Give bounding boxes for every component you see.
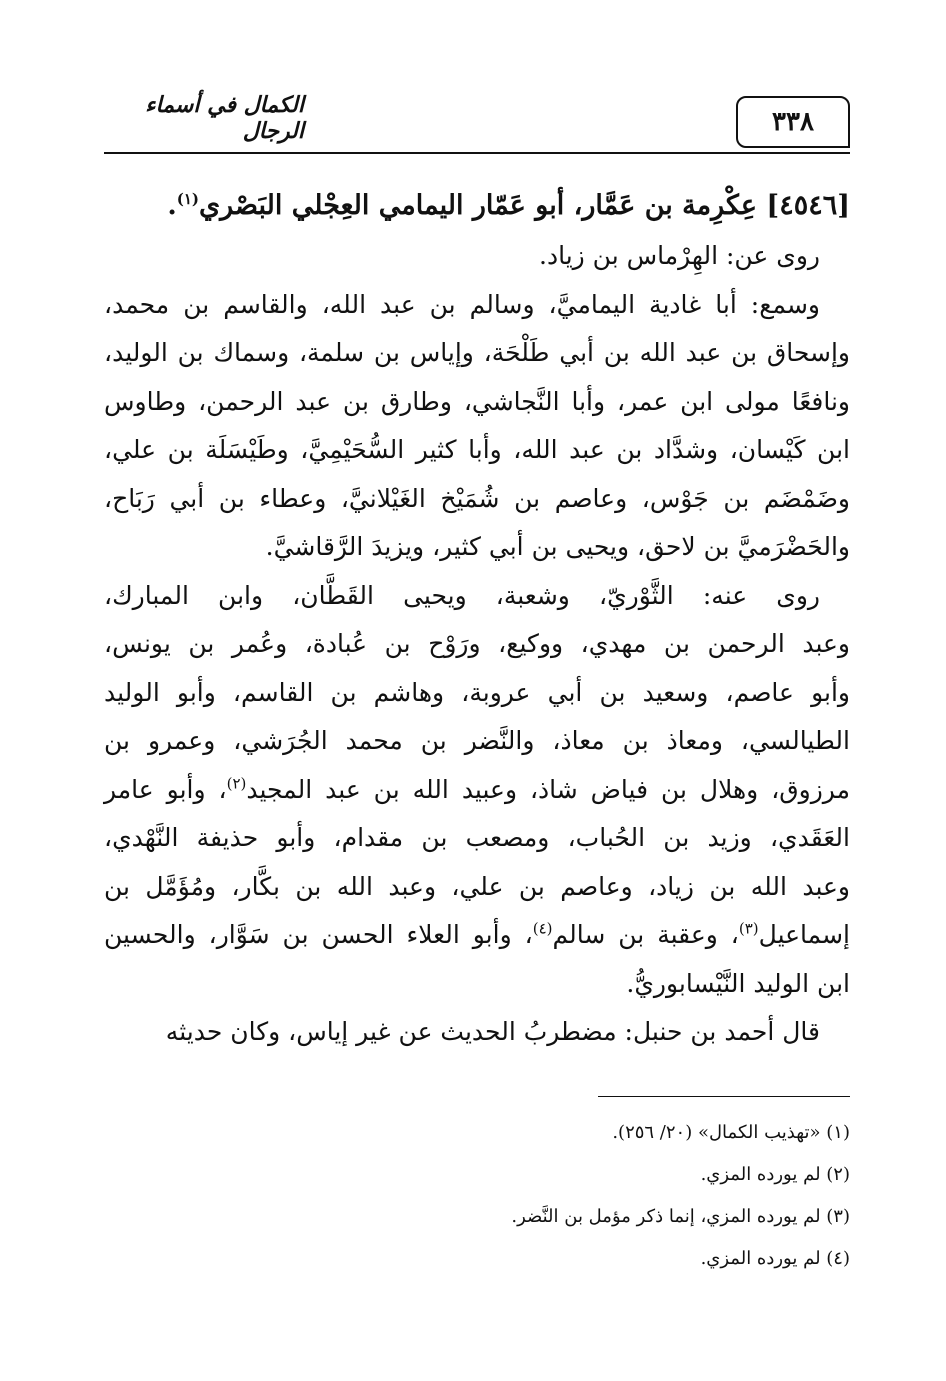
text-line: والحَضْرَميَّ بن لاحق، ويحيى بن أبي كثير، ويزيدَ الرَّقاشيَّ. xyxy=(265,532,850,561)
entry-title: [٤٥٤٦] عِكْرِمة بن عَمَّار، أبو عَمّار اليمامي العِجْلي البَصْري$^{(١)}$. xyxy=(167,190,850,221)
footnote: (٢) لم يورده المزي. xyxy=(700,1164,850,1185)
text-line: ابن الوليد النَّيْسابوريُّ. xyxy=(626,968,850,998)
text-line: وأبو عاصم، وسعيد بن أبي عروبة، وهاشم بن القاسم، وأبو الوليد xyxy=(104,677,850,707)
main-text xyxy=(104,180,850,1057)
footnote-rule xyxy=(598,1096,850,1097)
text-line: الطيالسي، ومعاذ بن معاذ، والنَّضر بن محمد الجُرَشي، وعمرو بن xyxy=(104,726,850,755)
footnote-ref-4: (٤) xyxy=(532,919,553,938)
text-line: ابن كَيْسان، وشدَّاد بن عبد الله، وأبا كثير السُّحَيْمِيَّ، وطَيْسَلَة بن علي، xyxy=(104,435,850,464)
footnote: (٤) لم يورده المزي. xyxy=(700,1248,850,1269)
text-line: إسماعيل$^{(٣)}$، وعقبة بن سالم$^{(٤)}$، وأبو العلاء الحسن بن سَوَّار، والحسين xyxy=(104,919,850,949)
footnote: (٣) لم يورده المزي، إنما ذكر مؤمل بن النَّضر. xyxy=(511,1206,850,1227)
running-title: الكمال في أسماء الرجال xyxy=(145,92,304,144)
footnote-ref-1: (١) xyxy=(176,190,200,208)
text-line: وعبد الرحمن بن مهدي، ووكيع، ورَوْح بن عُبادة، وعُمر بن يونس، xyxy=(104,629,850,658)
header-rule xyxy=(104,152,850,154)
footnote-ref-3: (٣) xyxy=(738,919,759,938)
footnote-ref-2: (٢) xyxy=(226,774,247,793)
text-line: ونافعًا مولى ابن عمر، وأبا النَّجاشي، وطارق بن عبد الرحمن، وطاوس xyxy=(104,386,850,416)
text-line: مرزوق، وهلال بن فياض شاذ، وعبيد الله بن عبد المجيد$^{(٢)}$، وأبو عامر xyxy=(104,774,850,804)
text-line: قال أحمد بن حنبل: مضطربُ الحديث عن غير إياس، وكان حديثه xyxy=(165,1017,820,1046)
text-line: روى عن: الهِرْماس بن زياد. xyxy=(539,241,820,270)
text-line: العَقَدي، وزيد بن الحُباب، ومصعب بن مقدام، وأبو حذيفة النَّهْدي، xyxy=(104,823,850,852)
text-line: روى عنه: الثَّوْريّ، وشعبة، ويحيى القَطَّان، وابن المبارك، xyxy=(104,580,820,610)
text-line: وإسحاق بن عبد الله بن أبي طَلْحَة، وإياس بن سلمة، وسماك بن الوليد، xyxy=(104,338,850,367)
footnotes xyxy=(104,1112,850,1280)
text-line: وضَمْضَم بن جَوْس، وعاصم بن شُمَيْخ الغَيْلانيَّ، وعطاء بن أبي رَبَاح، xyxy=(104,483,850,513)
text-line: وعبد الله بن زياد، وعاصم بن علي، وعبد الله بن بكَّار، ومُؤَمَّل بن xyxy=(104,871,850,901)
text-line: وسمع: أبا غادية اليماميَّ، وسالم بن عبد الله، والقاسم بن محمد، xyxy=(104,289,820,319)
page-number: ٣٣٨ xyxy=(736,96,850,148)
footnote: (١) «تهذيب الكمال» (٢٠/ ٢٥٦). xyxy=(612,1122,850,1143)
page-header xyxy=(104,88,850,154)
